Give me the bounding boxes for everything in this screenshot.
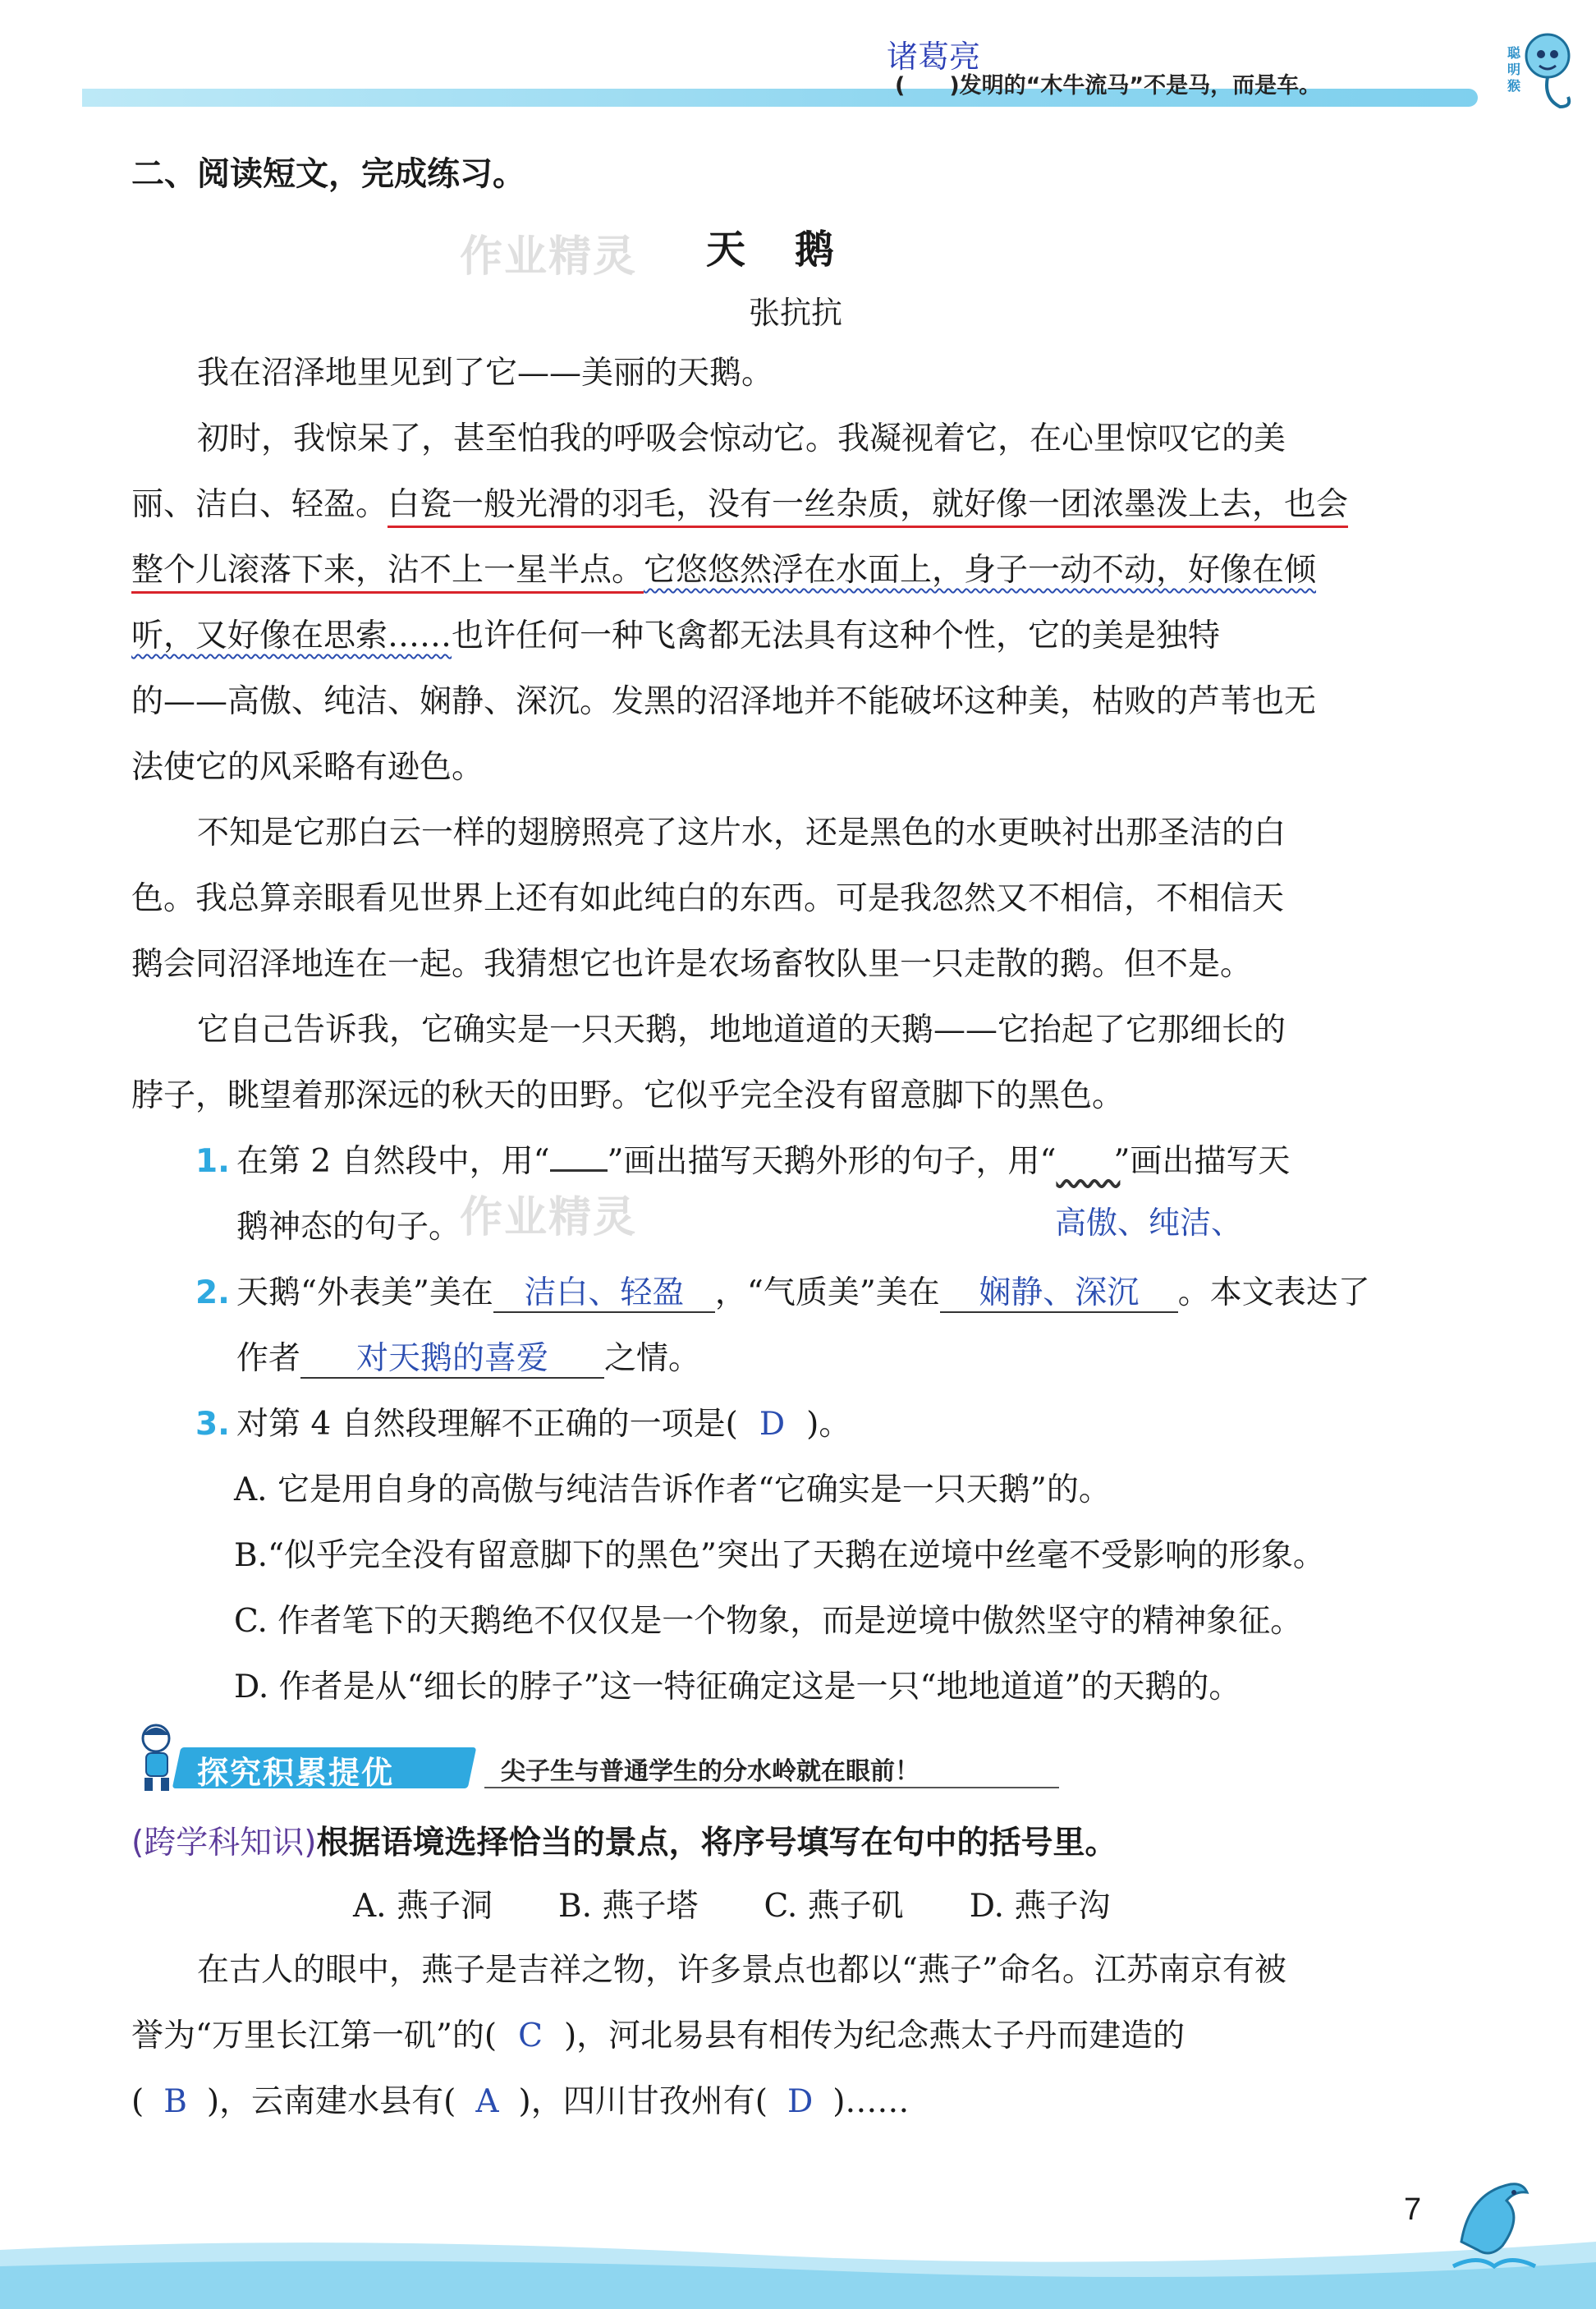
explore-instruction-line [131,1811,1117,1876]
svg-text:明: 明 [1507,62,1521,77]
option-a: A. 它是用自身的高傲与纯洁告诉作者“它确实是一只天鹅”的。 [234,1471,1111,1508]
option-d: D. 作者是从“细长的脖子”这一特征确定这是一只“地地道道”的天鹅的。 [234,1669,1241,1705]
watermark: 作业精灵 [460,232,638,282]
answer-q2-top: 高傲、纯洁、 [1055,1205,1243,1241]
answer-blank[interactable]: 对天鹅的喜爱 [300,1341,604,1379]
answer-choice[interactable]: A [475,2083,499,2120]
option-b: B.“似乎完全没有留意脚下的黑色”突出了天鹅在逆境中丝毫不受影响的形象。 [234,1537,1325,1574]
explore-instruction: 根据语境选择恰当的景点，将序号填写在句中的括号里。 [316,1825,1117,1861]
red-underline: 白瓷一般光滑的羽毛，没有一丝杂质，就好像一团浓墨泼上去，也会 [388,486,1348,528]
wavy-line-sample [1056,1129,1113,1154]
answer-blank[interactable]: 娴静、深沉 [940,1275,1178,1313]
section-title: 二、阅读短文，完成练习。 [131,155,525,193]
choice-c: C. 燕子矶 [764,1888,904,1925]
choice-d: D. 燕子沟 [969,1888,1111,1925]
question-2-number: 2. [195,1274,230,1311]
choice-list [353,1880,1176,1926]
wavy-underline: 听，又好像在思索…… [131,617,452,654]
paragraph-4: 它自己告诉我，它确实是一只天鹅，地地道道的天鹅——它抬起了它那细长的 脖子，眺望着那深远的秋天的田野。它似乎完全没有留意脚下的黑色。 [131,1012,1286,1114]
footer-wave [0,2217,1596,2309]
paragraph-3: 不知是它那白云一样的翅膀照亮了这片水，还是黑色的水更映衬出那圣洁的白 色。我总算亲眼看见世界上还有如此纯白的东西。可是我忽然又不相信，不相信天 鹅会同沼泽地连在一起。我猜想它也许是农场畜牧队里一只走散的鹅。但不是。 [131,815,1286,983]
choice-a: A. 燕子洞 [353,1888,493,1925]
article-title: 天鹅 [706,227,884,273]
cross-subject-label: (跨学科知识) [131,1825,317,1861]
question-3-number: 3. [195,1406,230,1443]
wavy-underline: 它悠悠然浮在水面上，身子一动不动，好像在倾 [644,552,1317,589]
red-underline: 整个儿滚落下来，沾不上一星半点。 [131,552,644,594]
dolphin-icon [1445,2168,1543,2275]
divider [484,1787,1059,1788]
article-author: 张抗抗 [749,295,843,331]
svg-text:聪: 聪 [1507,45,1521,61]
answer-choice[interactable]: D [787,2083,814,2120]
answer-blank[interactable]: 洁白、轻盈 [493,1275,715,1313]
question-3: 对第 4 自然段理解不正确的一项是( D )。 [236,1406,851,1443]
student-icon [130,1720,179,1794]
choice-b: B. 燕子塔 [557,1888,699,1925]
header-question: ( )发明的“木牛流马”不是马，而是车。 [895,73,1322,99]
paragraph-2: 初时，我惊呆了，甚至怕我的呼吸会惊动它。我凝视着它，在心里惊叹它的美 丽、洁白、轻盈。白瓷一般光滑的羽毛，没有一丝杂质，就好像一团浓墨泼上去，也会 整个儿滚落下来，沾不上一星半点。它悠悠然浮在水面上，身子一动不动，好像在倾 听，又好像在思索……也许任何一种飞禽都无法具有这种个性，它的美是独特 的——高傲、纯洁、娴静、深沉。发黑的沼泽地并不能破坏这种美，枯败的芦苇也无 法使它的风采略有逊色。 [131,420,1349,786]
question-1-number: 1. [195,1143,230,1180]
page-number: 7 [1404,2192,1422,2227]
question-2: 天鹅“外表美”美在 洁白、轻盈 ，“气质美”美在 娴静、深沉 。本文表达了 作者 对天鹅的喜爱 之情。 [236,1274,1370,1377]
explore-title: 探究积累提优 [197,1755,395,1791]
watermark: 作业精灵 [460,1193,638,1242]
option-c: C. 作者笔下的天鹅绝不仅仅是一个物象，而是逆境中傲然坚守的精神象征。 [234,1603,1303,1640]
straight-line-sample [550,1145,608,1172]
answer-choice[interactable]: D [759,1406,786,1443]
header-answer: 诸葛亮 [887,40,981,75]
monkey-mascot-icon [1502,25,1576,115]
explore-paragraph: 在古人的眼中，燕子是吉祥之物，许多景点也都以“燕子”命名。江苏南京有被 誉为“万里长江第一矶”的( C )，河北易县有相传为纪念燕太子丹而建造的 ( B )，云南建水县有( A )，四川甘孜州有( D )…… [131,1952,1286,2120]
answer-choice[interactable]: C [518,2018,543,2054]
question-1: 在第 2 自然段中，用“ ”画出描写天鹅外形的句子，用“ ”画出描写天 鹅神态的句子。 [236,1129,1525,1260]
svg-text:猴: 猴 [1507,78,1521,94]
explore-subtitle: 尖子生与普通学生的分水岭就在眼前！ [501,1757,920,1786]
paragraph-1: 我在沼泽地里见到了它——美丽的天鹅。 [197,355,774,392]
answer-choice[interactable]: B [163,2083,187,2120]
